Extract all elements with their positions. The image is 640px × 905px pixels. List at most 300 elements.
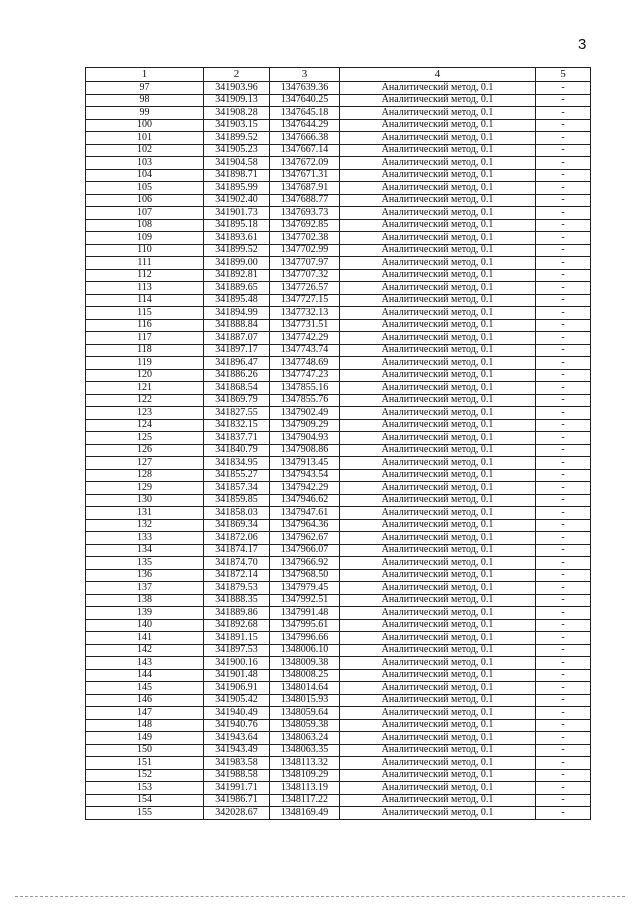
table-cell: 116	[86, 319, 204, 332]
table-row	[86, 632, 591, 645]
table-cell: 1347996.66	[270, 632, 340, 645]
table-cell: -	[536, 632, 591, 645]
table-cell: 1348059.38	[270, 719, 340, 732]
table-cell: 341855.27	[204, 469, 270, 482]
table-cell: 1347942.29	[270, 482, 340, 495]
table-cell: 1347991.48	[270, 607, 340, 620]
table-row	[86, 369, 591, 382]
table-cell: -	[536, 407, 591, 420]
table-cell: 341889.65	[204, 282, 270, 295]
table-cell: Аналитический метод, 0.1	[340, 769, 536, 782]
table-cell: 341895.48	[204, 294, 270, 307]
table-cell: 120	[86, 369, 204, 382]
table-row	[86, 357, 591, 370]
table-row	[86, 694, 591, 707]
table-cell: 153	[86, 782, 204, 795]
table-row	[86, 657, 591, 670]
table-cell: Аналитический метод, 0.1	[340, 82, 536, 95]
table-cell: 1347968.50	[270, 569, 340, 582]
table-row	[86, 507, 591, 520]
table-cell: -	[536, 344, 591, 357]
table-cell: 118	[86, 344, 204, 357]
table-cell: Аналитический метод, 0.1	[340, 169, 536, 182]
table-row	[86, 719, 591, 732]
table-cell: 341872.14	[204, 569, 270, 582]
table-row	[86, 194, 591, 207]
table-cell: Аналитический метод, 0.1	[340, 182, 536, 195]
table-cell: -	[536, 607, 591, 620]
table-cell: 341857.34	[204, 482, 270, 495]
table-cell: 342028.67	[204, 807, 270, 820]
table-cell: -	[536, 732, 591, 745]
table-cell: 341904.58	[204, 157, 270, 170]
table-cell: -	[536, 182, 591, 195]
table-cell: Аналитический метод, 0.1	[340, 457, 536, 470]
table-cell: Аналитический метод, 0.1	[340, 669, 536, 682]
table-cell: 112	[86, 269, 204, 282]
table-cell: 1347946.62	[270, 494, 340, 507]
table-cell: 1347964.36	[270, 519, 340, 532]
table-cell: Аналитический метод, 0.1	[340, 744, 536, 757]
table-row	[86, 419, 591, 432]
table-cell: 136	[86, 569, 204, 582]
table-cell: 341889.86	[204, 607, 270, 620]
table-cell: -	[536, 807, 591, 820]
table-cell: -	[536, 194, 591, 207]
table-cell: 341892.68	[204, 619, 270, 632]
table-cell: 341834.95	[204, 457, 270, 470]
table-cell: 122	[86, 394, 204, 407]
table-cell: Аналитический метод, 0.1	[340, 494, 536, 507]
column-header: 4	[340, 68, 536, 82]
table-cell: 341909.13	[204, 94, 270, 107]
table-cell: 103	[86, 157, 204, 170]
table-row	[86, 594, 591, 607]
table-cell: 341895.99	[204, 182, 270, 195]
table-row	[86, 244, 591, 257]
table-cell: Аналитический метод, 0.1	[340, 507, 536, 520]
table-cell: Аналитический метод, 0.1	[340, 594, 536, 607]
table-cell: Аналитический метод, 0.1	[340, 482, 536, 495]
table-cell: Аналитический метод, 0.1	[340, 144, 536, 157]
table-cell: -	[536, 119, 591, 132]
table-cell: 1347855.76	[270, 394, 340, 407]
table-cell: 341900.16	[204, 657, 270, 670]
table-row	[86, 707, 591, 720]
table-cell: 1348014.64	[270, 682, 340, 695]
table-cell: Аналитический метод, 0.1	[340, 282, 536, 295]
table-cell: -	[536, 694, 591, 707]
table-cell: -	[536, 657, 591, 670]
table-cell: 131	[86, 507, 204, 520]
table-row	[86, 307, 591, 320]
table-row	[86, 169, 591, 182]
table-cell: 130	[86, 494, 204, 507]
table-cell: 341858.03	[204, 507, 270, 520]
table-cell: Аналитический метод, 0.1	[340, 569, 536, 582]
table-cell: -	[536, 794, 591, 807]
table-cell: 97	[86, 82, 204, 95]
column-header: 5	[536, 68, 591, 82]
table-cell: Аналитический метод, 0.1	[340, 794, 536, 807]
table-cell: 1348109.29	[270, 769, 340, 782]
table-cell: 1347748.69	[270, 357, 340, 370]
table-row	[86, 219, 591, 232]
table-cell: 1347947.61	[270, 507, 340, 520]
table-row	[86, 444, 591, 457]
table-cell: -	[536, 219, 591, 232]
table-cell: 341879.53	[204, 582, 270, 595]
table-cell: -	[536, 94, 591, 107]
table-cell: Аналитический метод, 0.1	[340, 519, 536, 532]
table-cell: 155	[86, 807, 204, 820]
table-cell: -	[536, 157, 591, 170]
table-cell: 111	[86, 257, 204, 270]
table-cell: 1347743.74	[270, 344, 340, 357]
table-cell: 128	[86, 469, 204, 482]
table-cell: 341943.64	[204, 732, 270, 745]
table-row	[86, 769, 591, 782]
table-cell: -	[536, 394, 591, 407]
table-cell: Аналитический метод, 0.1	[340, 394, 536, 407]
table-cell: -	[536, 107, 591, 120]
table-row	[86, 532, 591, 545]
table-cell: 341897.53	[204, 644, 270, 657]
table-cell: 1348059.64	[270, 707, 340, 720]
table-cell: 341888.35	[204, 594, 270, 607]
table-cell: 341869.79	[204, 394, 270, 407]
table-cell: 341908.28	[204, 107, 270, 120]
table-cell: -	[536, 619, 591, 632]
table-cell: Аналитический метод, 0.1	[340, 407, 536, 420]
table-cell: -	[536, 744, 591, 757]
table-row	[86, 619, 591, 632]
table-cell: Аналитический метод, 0.1	[340, 294, 536, 307]
table-cell: -	[536, 557, 591, 570]
table-cell: 1347962.67	[270, 532, 340, 545]
table-cell: 142	[86, 644, 204, 657]
table-cell: 1347855.16	[270, 382, 340, 395]
column-header: 3	[270, 68, 340, 82]
table-cell: Аналитический метод, 0.1	[340, 194, 536, 207]
table-cell: -	[536, 469, 591, 482]
table-cell: 145	[86, 682, 204, 695]
table-cell: 341899.00	[204, 257, 270, 270]
table-cell: 341897.17	[204, 344, 270, 357]
table-cell: 1347909.29	[270, 419, 340, 432]
table-cell: Аналитический метод, 0.1	[340, 207, 536, 220]
table-cell: 341983.58	[204, 757, 270, 770]
table-cell: 126	[86, 444, 204, 457]
table-cell: Аналитический метод, 0.1	[340, 782, 536, 795]
table-row	[86, 757, 591, 770]
table-cell: 341988.58	[204, 769, 270, 782]
table-cell: 341905.42	[204, 694, 270, 707]
table-cell: 341886.26	[204, 369, 270, 382]
table-cell: 147	[86, 707, 204, 720]
table-cell: 115	[86, 307, 204, 320]
table-cell: 124	[86, 419, 204, 432]
table-cell: 100	[86, 119, 204, 132]
table-cell: 341893.61	[204, 232, 270, 245]
table-cell: 1347707.32	[270, 269, 340, 282]
table-cell: 341837.71	[204, 432, 270, 445]
table-cell: Аналитический метод, 0.1	[340, 757, 536, 770]
table-cell: 114	[86, 294, 204, 307]
table-cell: 149	[86, 732, 204, 745]
table-cell: 151	[86, 757, 204, 770]
table-cell: 1347687.91	[270, 182, 340, 195]
table-cell: 104	[86, 169, 204, 182]
table-cell: 341899.52	[204, 244, 270, 257]
table-cell: 1347727.15	[270, 294, 340, 307]
table-row	[86, 232, 591, 245]
table-cell: Аналитический метод, 0.1	[340, 269, 536, 282]
table-cell: 341943.49	[204, 744, 270, 757]
table-body	[86, 82, 591, 820]
table-cell: 1347671.31	[270, 169, 340, 182]
table-cell: 341888.84	[204, 319, 270, 332]
table-cell: 341903.15	[204, 119, 270, 132]
table-cell: -	[536, 232, 591, 245]
table-cell: -	[536, 757, 591, 770]
table-cell: 1347693.73	[270, 207, 340, 220]
table-cell: Аналитический метод, 0.1	[340, 632, 536, 645]
table-cell: Аналитический метод, 0.1	[340, 382, 536, 395]
table-cell: Аналитический метод, 0.1	[340, 157, 536, 170]
table-cell: 341827.55	[204, 407, 270, 420]
table-cell: 143	[86, 657, 204, 670]
table-cell: 148	[86, 719, 204, 732]
table-cell: -	[536, 519, 591, 532]
table-cell: 99	[86, 107, 204, 120]
table-cell: 138	[86, 594, 204, 607]
table-cell: 154	[86, 794, 204, 807]
table-cell: 140	[86, 619, 204, 632]
table-cell: 1347966.07	[270, 544, 340, 557]
table-cell: Аналитический метод, 0.1	[340, 657, 536, 670]
table-cell: 1347913.45	[270, 457, 340, 470]
table-header-row	[86, 68, 591, 82]
table-cell: 341869.34	[204, 519, 270, 532]
table-cell: 341892.81	[204, 269, 270, 282]
table-cell: 341896.47	[204, 357, 270, 370]
table-row	[86, 569, 591, 582]
table-row	[86, 644, 591, 657]
table-cell: 341887.07	[204, 332, 270, 345]
table-cell: 123	[86, 407, 204, 420]
table-cell: Аналитический метод, 0.1	[340, 107, 536, 120]
table-cell: 1347640.25	[270, 94, 340, 107]
table-row	[86, 519, 591, 532]
table-cell: 137	[86, 582, 204, 595]
table-cell: 1348113.32	[270, 757, 340, 770]
table-cell: 1347908.86	[270, 444, 340, 457]
table-row	[86, 582, 591, 595]
table-cell: Аналитический метод, 0.1	[340, 357, 536, 370]
table-cell: 1347979.45	[270, 582, 340, 595]
table-cell: 125	[86, 432, 204, 445]
table-cell: 341872.06	[204, 532, 270, 545]
table-row	[86, 257, 591, 270]
table-cell: Аналитический метод, 0.1	[340, 369, 536, 382]
table-cell: 139	[86, 607, 204, 620]
table-cell: 1347666.38	[270, 132, 340, 145]
table-cell: 1347904.93	[270, 432, 340, 445]
table-row	[86, 332, 591, 345]
table-cell: -	[536, 507, 591, 520]
table-cell: 101	[86, 132, 204, 145]
table-cell: 341899.52	[204, 132, 270, 145]
table-cell: 98	[86, 94, 204, 107]
table-cell: Аналитический метод, 0.1	[340, 94, 536, 107]
table-cell: 341905.23	[204, 144, 270, 157]
table-cell: 341986.71	[204, 794, 270, 807]
table-cell: -	[536, 144, 591, 157]
table-cell: -	[536, 257, 591, 270]
table-cell: Аналитический метод, 0.1	[340, 319, 536, 332]
table-cell: 1348063.35	[270, 744, 340, 757]
table-cell: Аналитический метод, 0.1	[340, 732, 536, 745]
table-cell: -	[536, 282, 591, 295]
footer-divider	[15, 896, 625, 897]
table-cell: 1347742.29	[270, 332, 340, 345]
table-row	[86, 82, 591, 95]
table-cell: Аналитический метод, 0.1	[340, 557, 536, 570]
column-header: 1	[86, 68, 204, 82]
table-cell: -	[536, 669, 591, 682]
table-cell: 1348006.10	[270, 644, 340, 657]
table-row	[86, 107, 591, 120]
table-row	[86, 394, 591, 407]
table-cell: Аналитический метод, 0.1	[340, 694, 536, 707]
table-cell: Аналитический метод, 0.1	[340, 332, 536, 345]
table-cell: 1348117.22	[270, 794, 340, 807]
table-cell: 341894.99	[204, 307, 270, 320]
table-cell: 1348113.19	[270, 782, 340, 795]
table-cell: -	[536, 544, 591, 557]
table-cell: Аналитический метод, 0.1	[340, 119, 536, 132]
table-cell: 1347688.77	[270, 194, 340, 207]
table-cell: Аналитический метод, 0.1	[340, 444, 536, 457]
table-cell: -	[536, 357, 591, 370]
table-cell: Аналитический метод, 0.1	[340, 544, 536, 557]
table-cell: 132	[86, 519, 204, 532]
table-cell: 119	[86, 357, 204, 370]
table-cell: -	[536, 482, 591, 495]
table-cell: -	[536, 294, 591, 307]
table-row	[86, 794, 591, 807]
table-cell: Аналитический метод, 0.1	[340, 469, 536, 482]
table-cell: -	[536, 369, 591, 382]
table-row	[86, 94, 591, 107]
table-row	[86, 782, 591, 795]
table-row	[86, 744, 591, 757]
table-row	[86, 382, 591, 395]
table-row	[86, 282, 591, 295]
table-cell: -	[536, 494, 591, 507]
table-cell: 341874.70	[204, 557, 270, 570]
table-cell: 135	[86, 557, 204, 570]
table-row	[86, 682, 591, 695]
table-cell: -	[536, 244, 591, 257]
table-row	[86, 807, 591, 820]
table-cell: 1347902.49	[270, 407, 340, 420]
table-cell: 341874.17	[204, 544, 270, 557]
table-cell: -	[536, 319, 591, 332]
table-cell: 102	[86, 144, 204, 157]
table-cell: 144	[86, 669, 204, 682]
table-cell: 1347702.99	[270, 244, 340, 257]
table-cell: -	[536, 444, 591, 457]
table-cell: 341940.76	[204, 719, 270, 732]
table-cell: 1348009.38	[270, 657, 340, 670]
table-cell: -	[536, 582, 591, 595]
table-row	[86, 607, 591, 620]
table-cell: 1347966.92	[270, 557, 340, 570]
table-cell: 341903.96	[204, 82, 270, 95]
table-cell: Аналитический метод, 0.1	[340, 344, 536, 357]
table-cell: 141	[86, 632, 204, 645]
table-cell: 341906.91	[204, 682, 270, 695]
table-cell: 150	[86, 744, 204, 757]
table-row	[86, 544, 591, 557]
table-cell: -	[536, 644, 591, 657]
table-cell: 106	[86, 194, 204, 207]
table-cell: Аналитический метод, 0.1	[340, 644, 536, 657]
table-cell: 107	[86, 207, 204, 220]
table-cell: Аналитический метод, 0.1	[340, 532, 536, 545]
table-cell: -	[536, 769, 591, 782]
table-cell: 117	[86, 332, 204, 345]
table-cell: Аналитический метод, 0.1	[340, 582, 536, 595]
table-row	[86, 482, 591, 495]
table-cell: 127	[86, 457, 204, 470]
table-cell: 134	[86, 544, 204, 557]
table-cell: 341898.71	[204, 169, 270, 182]
table-cell: 105	[86, 182, 204, 195]
table-row	[86, 457, 591, 470]
table-cell: 1347732.13	[270, 307, 340, 320]
table-cell: 341868.54	[204, 382, 270, 395]
table-cell: 1347707.97	[270, 257, 340, 270]
table-cell: -	[536, 682, 591, 695]
table-cell: 129	[86, 482, 204, 495]
table-cell: Аналитический метод, 0.1	[340, 719, 536, 732]
table-row	[86, 132, 591, 145]
table-row	[86, 269, 591, 282]
table-cell: -	[536, 419, 591, 432]
table-row	[86, 294, 591, 307]
table-cell: 341901.73	[204, 207, 270, 220]
table-cell: 1347639.36	[270, 82, 340, 95]
table-cell: -	[536, 82, 591, 95]
table-cell: 1347747.23	[270, 369, 340, 382]
table-cell: Аналитический метод, 0.1	[340, 219, 536, 232]
table-cell: 341901.48	[204, 669, 270, 682]
table-cell: -	[536, 269, 591, 282]
table-cell: 121	[86, 382, 204, 395]
table-cell: 341859.85	[204, 494, 270, 507]
table-cell: -	[536, 432, 591, 445]
table-cell: 341895.18	[204, 219, 270, 232]
table-cell: 133	[86, 532, 204, 545]
table-cell: -	[536, 457, 591, 470]
table-row	[86, 407, 591, 420]
table-cell: Аналитический метод, 0.1	[340, 707, 536, 720]
table-cell: 1347672.09	[270, 157, 340, 170]
table-cell: 1347692.85	[270, 219, 340, 232]
